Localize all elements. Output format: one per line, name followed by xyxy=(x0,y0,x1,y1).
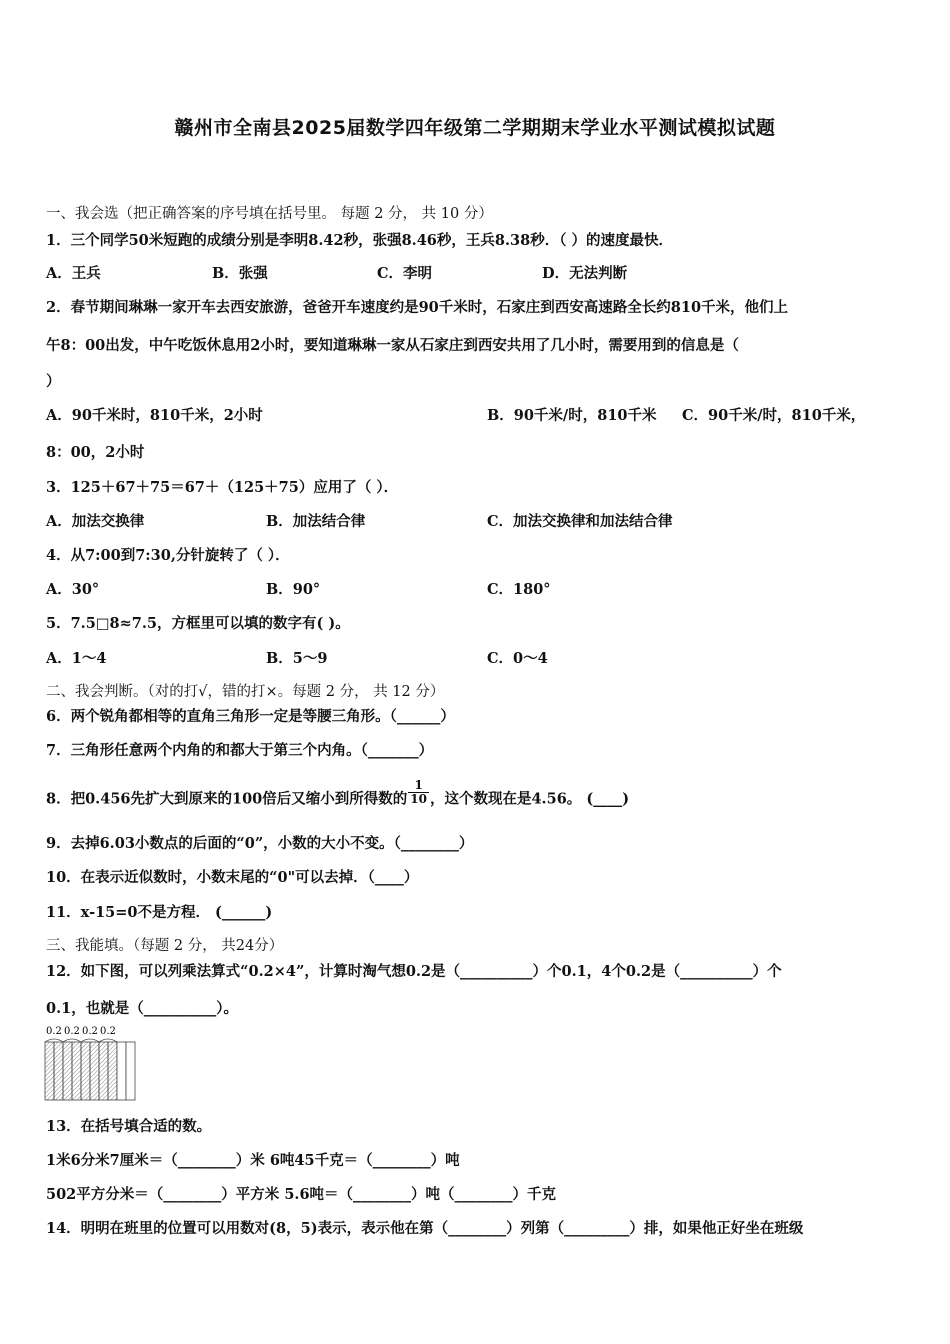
question-2-line-2: 午8：00出发，中午吃饭休息用2小时，要知道琳琳一家从石家庄到西安共用了几小时，需要用到的信息是（ xyxy=(46,337,739,354)
question-7: 7．三角形任意两个内角的和都大于第三个内角。（_______） xyxy=(46,742,434,759)
empty-strip xyxy=(117,1042,126,1100)
shaded-strip xyxy=(54,1042,63,1100)
shaded-strip xyxy=(90,1042,99,1100)
shaded-strip xyxy=(81,1042,90,1100)
question-12-line-1: 12．如下图，可以列乘法算式“0.2×4”，计算时淘气想0.2是（__________）个0.1，4个0.2是（__________）个 xyxy=(46,963,782,980)
decimal-strips xyxy=(45,1039,135,1100)
q4-option-a: A．30° xyxy=(46,581,100,598)
figure-label-3: 0.2 xyxy=(82,1026,98,1037)
question-2-line-3: ） xyxy=(46,373,61,390)
q5-option-a: A．1～4 xyxy=(46,650,107,667)
q1-option-b: B．张强 xyxy=(212,265,268,282)
shaded-strip xyxy=(63,1042,72,1100)
q4-option-b: B．90° xyxy=(266,581,321,598)
question-8-after: ，这个数现在是4.56。 (____) xyxy=(429,790,630,808)
q2-option-c: C．90千米/时，810千米， xyxy=(682,407,866,424)
q3-option-a: A．加法交换律 xyxy=(46,513,145,530)
question-13-line-2: 502平方分米＝（________）平方米 5.6吨＝（________）吨（________）千克 xyxy=(46,1186,557,1203)
q2-option-b: B．90千米/时，810千米 xyxy=(487,407,657,424)
q2-option-a: A．90千米时，810千米，2小时 xyxy=(46,407,263,424)
shaded-strip xyxy=(108,1042,117,1100)
question-2-line-1: 2．春节期间琳琳一家开车去西安旅游，爸爸开车速度约是90千米时，石家庄到西安高速路全长约810千米，他们上 xyxy=(46,299,789,316)
question-14: 14．明明在班里的位置可以用数对(8，5)表示，表示他在第（________）列第（_________）排，如果他正好坐在班级 xyxy=(46,1220,804,1237)
q5-option-b: B．5～9 xyxy=(266,650,328,667)
fraction-numerator: 1 xyxy=(408,779,429,793)
q5-option-c: C．0～4 xyxy=(487,650,548,667)
q3-option-c: C．加法交换律和加法结合律 xyxy=(487,513,673,530)
question-6: 6．两个锐角都相等的直角三角形一定是等腰三角形。（______） xyxy=(46,708,455,725)
q1-option-c: C．李明 xyxy=(377,265,433,282)
q2-option-c-continued: 8：00，2小时 xyxy=(46,444,145,461)
question-13: 13．在括号填合适的数。 xyxy=(46,1118,212,1135)
section-3-heading: 三、我能填。（每题 2 分， 共24分） xyxy=(46,938,284,954)
shaded-strip xyxy=(72,1042,81,1100)
empty-strip xyxy=(126,1042,135,1100)
question-8 xyxy=(46,778,630,813)
figure-label-4: 0.2 xyxy=(100,1026,116,1037)
question-1: 1．三个同学50米短跑的成绩分别是李明8.42秒，张强8.46秒，王兵8.38秒．（ ）的速度最快． xyxy=(46,232,674,249)
shaded-strip xyxy=(99,1042,108,1100)
question-5: 5．7.5□8≈7.5，方框里可以填的数字有( )。 xyxy=(46,615,350,632)
q1-option-a: A．王兵 xyxy=(46,265,101,282)
question-12-line-2: 0.1，也就是（__________）。 xyxy=(46,1000,238,1017)
fraction-denominator: 10 xyxy=(410,792,427,806)
group-bracket xyxy=(45,1039,63,1042)
question-9: 9．去掉6.03小数点的后面的“0”，小数的大小不变。（________） xyxy=(46,835,474,852)
question-3: 3．125＋67＋75＝67＋（125＋75）应用了（ ）． xyxy=(46,479,399,496)
shaded-strip xyxy=(45,1042,54,1100)
figure-label-2: 0.2 xyxy=(64,1026,80,1037)
question-8-before: 8．把0.456先扩大到原来的100倍后又缩小到所得数的 xyxy=(46,790,408,808)
group-bracket xyxy=(63,1039,81,1042)
fraction-one-tenth xyxy=(408,779,429,806)
question-13-line-1: 1米6分米7厘米＝（________）米 6吨45千克＝（________）吨 xyxy=(46,1152,460,1169)
question-11: 11．x-15=0不是方程． (______) xyxy=(46,904,273,921)
question-4: 4．从7:00到7:30,分针旋转了（ ）． xyxy=(46,547,290,564)
q4-option-c: C．180° xyxy=(487,581,551,598)
section-2-heading: 二、我会判断。（对的打√，错的打×。每题 2 分， 共 12 分） xyxy=(46,684,445,700)
page-title: 赣州市全南县2025届数学四年级第二学期期末学业水平测试模拟试题 xyxy=(174,117,776,139)
group-bracket xyxy=(81,1039,99,1042)
question-10: 10．在表示近似数时，小数末尾的“0"可以去掉．（____） xyxy=(46,869,419,886)
decimal-strip-figure xyxy=(44,1022,140,1102)
section-1-heading: 一、我会选（把正确答案的序号填在括号里。 每题 2 分， 共 10 分） xyxy=(46,206,493,222)
q1-option-d: D．无法判断 xyxy=(542,265,628,282)
q3-option-b: B．加法结合律 xyxy=(266,513,366,530)
group-bracket xyxy=(99,1039,117,1042)
figure-label-1: 0.2 xyxy=(46,1026,62,1037)
